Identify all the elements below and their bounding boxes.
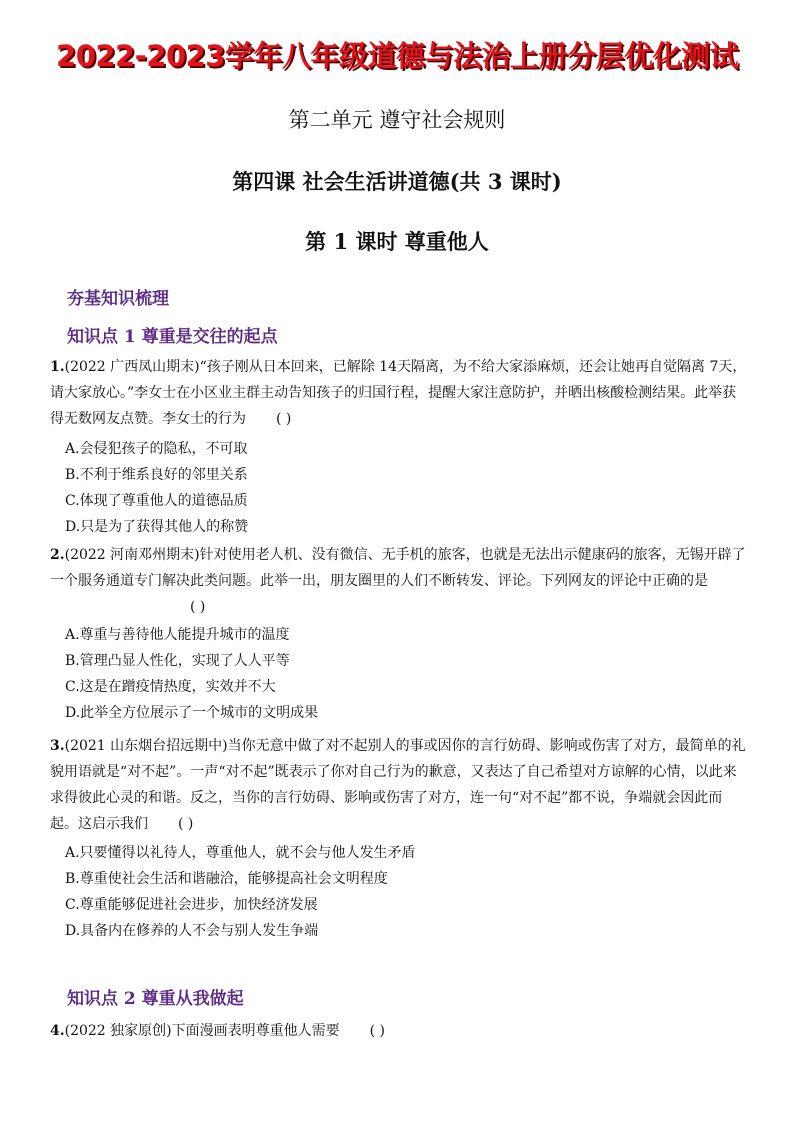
unit-heading: 第二单元 遵守社会规则	[288, 108, 506, 132]
question-number: 3.	[50, 738, 65, 754]
question-stem: (2021 山东烟台招远期中)当你无意中做了对不起别人的事或因你的言行妨碍、影响或伤害了对方，最简单的礼貌用语就是“对不起”。一声“对不起”既表示了你对自己行为的歉意，又表达了自己希望对方谅解的心情，以此来求得彼此心灵的和谐。反之，当你的言行妨碍、影响或伤害了对方，连一句“对不起”都不说，争端就会因此而起。这启示我们	[50, 738, 746, 832]
answer-parentheses: ( )	[276, 411, 292, 427]
option-c: C.体现了尊重他人的道德品质	[65, 493, 248, 509]
option-c: C.这是在蹭疫情热度，实效并不大	[65, 679, 276, 695]
option-d: D.具备内在修养的人不会与别人发生争端	[65, 923, 319, 939]
option-b: B.管理凸显人性化，实现了人人平等	[65, 653, 290, 669]
section-label: 夯基知识梳理	[67, 289, 169, 309]
option-a: A.会侵犯孩子的隐私，不可取	[65, 441, 248, 457]
question-3	[50, 733, 750, 837]
question-stem: (2022 河南邓州期末)针对使用老人机、没有微信、无手机的旅客，也就是无法出示健康码的旅客，无锡开辟了一个服务通道专门解决此类问题。此举一出，朋友圈里的人们不断转发、评论。下列网友的评论中正确的是	[50, 547, 746, 589]
question-stem: (2022 广西凤山期末)“孩子刚从日本回来，已解除 14天隔离，为不给大家添麻烦，还会让她再自觉隔离 7天，请大家放心。”李女士在小区业主群主动告知孩子的归国行程，提醒大家注意防护，并晒出核酸检测结果。此举获得无数网友点赞。李女士的行为	[50, 359, 747, 427]
option-d: D.此举全方位展示了一个城市的文明成果	[65, 705, 319, 721]
question-2	[50, 542, 750, 620]
answer-parentheses: ( )	[190, 599, 206, 615]
option-c: C.尊重能够促进社会进步，加快经济发展	[65, 897, 318, 913]
question-number: 2.	[50, 547, 65, 563]
knowledge-point-1: 知识点 1 尊重是交往的起点	[67, 327, 278, 347]
knowledge-point-2: 知识点 2 尊重从我做起	[67, 989, 244, 1009]
option-d: D.只是为了获得其他人的称赞	[65, 519, 249, 535]
option-b: B.不利于维系良好的邻里关系	[65, 467, 248, 483]
question-stem: (2022 独家原创)下面漫画表明尊重他人需要	[64, 1023, 340, 1039]
lesson-heading: 第四课 社会生活讲道德(共 3 课时)	[232, 169, 562, 194]
option-b: B.尊重使社会生活和谐融洽，能够提高社会文明程度	[65, 871, 388, 887]
question-1	[50, 354, 750, 432]
question-number: 1.	[50, 359, 65, 375]
question-number: 4.	[50, 1023, 65, 1039]
question-4	[50, 1018, 750, 1044]
main-title: 2022-2023学年八年级道德与法治上册分层优化测试	[56, 39, 738, 73]
answer-parentheses: ( )	[178, 816, 194, 832]
answer-parentheses: ( )	[369, 1023, 386, 1039]
period-heading: 第 1 课时 尊重他人	[305, 229, 489, 254]
option-a: A.尊重与善待他人能提升城市的温度	[65, 627, 290, 643]
option-a: A.只要懂得以礼待人，尊重他人，就不会与他人发生矛盾	[65, 845, 416, 861]
